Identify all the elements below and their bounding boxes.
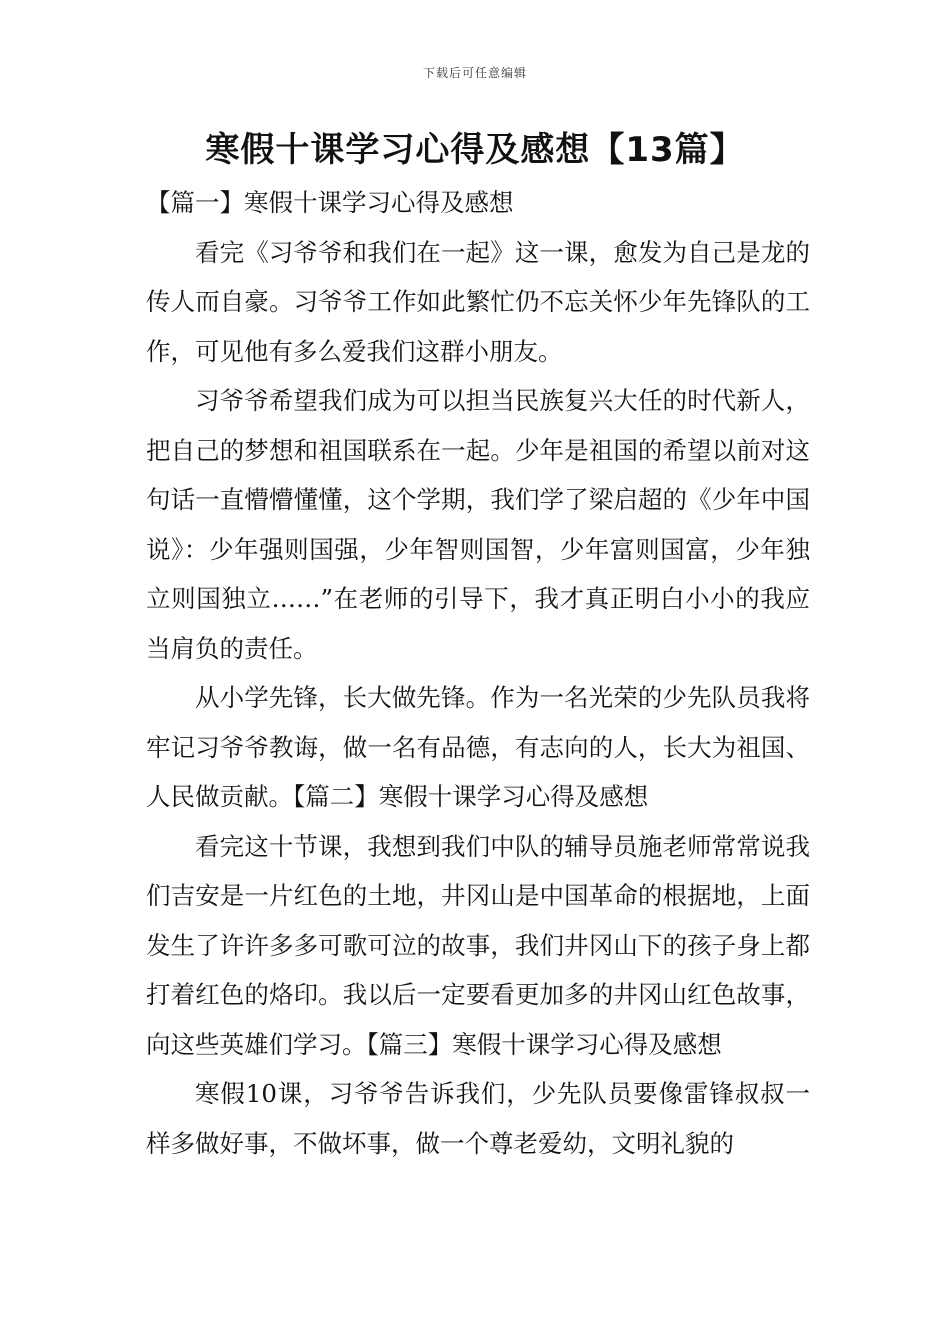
paragraph-1: 看完《习爷爷和我们在一起》这一课，愈发为自己是龙的传人而自豪。习爷爷工作如此繁忙仍不忘关怀少年先锋队的工作，可见他有多么爱我们这群小朋友。: [146, 237, 810, 366]
paragraph-3: [146, 673, 810, 822]
section-heading-3: 【篇三】寒假十课学习心得及感想: [366, 1029, 722, 1059]
document-title: 寒假十课学习心得及感想【13篇】: [205, 130, 745, 170]
paragraph-4-text: 看完这十节课，我想到我们中队的辅导员施老师常常说我们吉安是一片红色的土地，井冈山是中国革命的根据地，上面发生了许许多多可歌可泣的故事，我们井冈山下的孩子身上都打着红色的烙印。我以后一定要看更加多的井冈山红色故事，向这些英雄们学习。: [146, 831, 810, 1059]
section-heading-2: 【篇二】寒假十课学习心得及感想: [293, 782, 649, 811]
paragraph-5: 寒假10课，习爷爷告诉我们，少先队员要像雷锋叔叔一样多做好事，不做坏事，做一个尊老爱幼，文明礼貌的: [146, 1079, 810, 1158]
document-body: [146, 178, 810, 1168]
section-heading-1: 【篇一】寒假十课学习心得及感想: [146, 188, 514, 217]
page-header-note: 下载后可任意编辑: [422, 66, 527, 80]
paragraph-3-text: 从小学先锋，长大做先锋。作为一名光荣的少先队员我将牢记习爷爷教诲，做一名有品德，有志向的人，长大为祖国、人民做贡献。: [146, 683, 810, 811]
paragraph-2: 习爷爷希望我们成为可以担当民族复兴大任的时代新人，把自己的梦想和祖国联系在一起。少年是祖国的希望以前对这句话一直懵懵懂懂，这个学期，我们学了梁启超的《少年中国说》：少年强则国强，少年智则国智，少年富则国富，少年独立则国独立……”在老师的引导下，我才真正明白小小的我应当肩负的责任。: [146, 386, 810, 663]
paragraph-4: [146, 822, 810, 1070]
